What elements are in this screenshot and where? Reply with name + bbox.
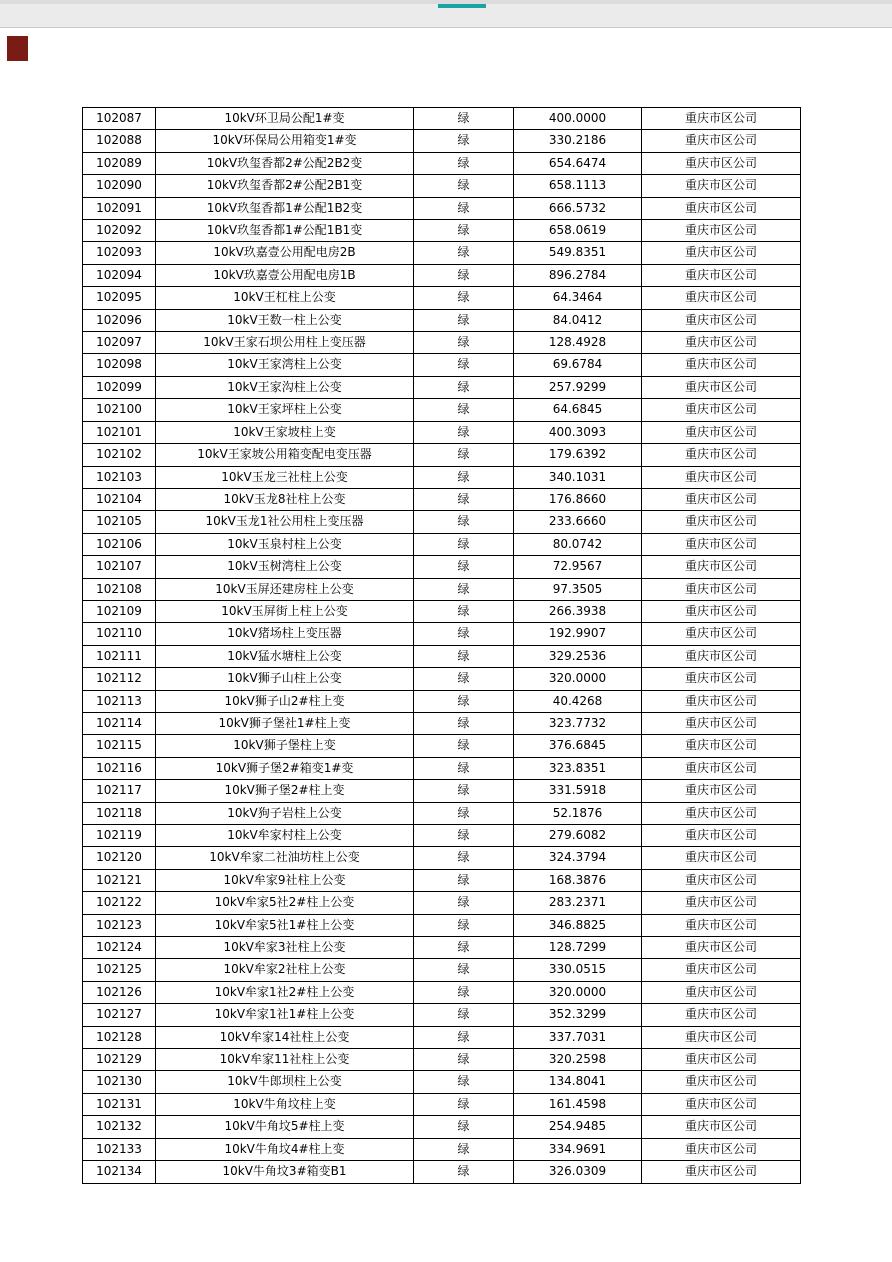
table-row[interactable]	[83, 1161, 801, 1183]
cell-name: 10kV玖嘉壹公用配电房2B	[156, 242, 414, 264]
table-row[interactable]	[83, 354, 801, 376]
cell-company: 重庆市区公司	[642, 959, 801, 981]
cell-name: 10kV牛角坟柱上变	[156, 1093, 414, 1115]
cell-id: 102119	[83, 825, 156, 847]
cell-id: 102099	[83, 376, 156, 398]
cell-id: 102133	[83, 1138, 156, 1160]
cell-value: 254.9485	[514, 1116, 642, 1138]
cell-status: 绿	[414, 354, 514, 376]
table-row[interactable]	[83, 668, 801, 690]
table-body	[83, 108, 801, 1184]
table-row[interactable]	[83, 220, 801, 242]
cell-id: 102092	[83, 220, 156, 242]
top-scroll-area[interactable]	[0, 0, 892, 28]
cell-name: 10kV玖玺香都2#公配2B2变	[156, 152, 414, 174]
cell-name: 10kV狮子堡柱上变	[156, 735, 414, 757]
table-row[interactable]	[83, 847, 801, 869]
cell-company: 重庆市区公司	[642, 1116, 801, 1138]
cell-id: 102132	[83, 1116, 156, 1138]
cell-id: 102117	[83, 780, 156, 802]
cell-company: 重庆市区公司	[642, 645, 801, 667]
cell-status: 绿	[414, 735, 514, 757]
cell-id: 102087	[83, 108, 156, 130]
cell-status: 绿	[414, 690, 514, 712]
cell-id: 102109	[83, 600, 156, 622]
table-row[interactable]	[83, 780, 801, 802]
table-row[interactable]	[83, 1093, 801, 1115]
cell-value: 84.0412	[514, 309, 642, 331]
cell-company: 重庆市区公司	[642, 869, 801, 891]
table-row[interactable]	[83, 578, 801, 600]
cell-value: 279.6082	[514, 825, 642, 847]
cell-status: 绿	[414, 197, 514, 219]
table-row[interactable]	[83, 757, 801, 779]
table-row[interactable]	[83, 399, 801, 421]
cell-status: 绿	[414, 780, 514, 802]
cell-value: 330.2186	[514, 130, 642, 152]
cell-id: 102101	[83, 421, 156, 443]
cell-company: 重庆市区公司	[642, 981, 801, 1003]
table-row[interactable]	[83, 623, 801, 645]
cell-company: 重庆市区公司	[642, 892, 801, 914]
cell-company: 重庆市区公司	[642, 1004, 801, 1026]
cell-name: 10kV玖嘉壹公用配电房1B	[156, 264, 414, 286]
table-row[interactable]	[83, 309, 801, 331]
table-row[interactable]	[83, 556, 801, 578]
cell-status: 绿	[414, 869, 514, 891]
cell-name: 10kV牛角坟3#箱变B1	[156, 1161, 414, 1183]
cell-company: 重庆市区公司	[642, 175, 801, 197]
cell-company: 重庆市区公司	[642, 287, 801, 309]
cell-status: 绿	[414, 1026, 514, 1048]
cell-name: 10kV玉屏还建房柱上公变	[156, 578, 414, 600]
cell-value: 337.7031	[514, 1026, 642, 1048]
cell-value: 320.0000	[514, 668, 642, 690]
table-row[interactable]	[83, 690, 801, 712]
cell-company: 重庆市区公司	[642, 1026, 801, 1048]
cell-value: 168.3876	[514, 869, 642, 891]
table-row[interactable]	[83, 264, 801, 286]
cell-id: 102131	[83, 1093, 156, 1115]
cell-id: 102118	[83, 802, 156, 824]
cell-id: 102111	[83, 645, 156, 667]
cell-company: 重庆市区公司	[642, 444, 801, 466]
cell-status: 绿	[414, 242, 514, 264]
cell-value: 323.7732	[514, 712, 642, 734]
table-row[interactable]	[83, 981, 801, 1003]
cell-id: 102104	[83, 488, 156, 510]
cell-id: 102094	[83, 264, 156, 286]
cell-id: 102098	[83, 354, 156, 376]
cell-value: 329.2536	[514, 645, 642, 667]
cell-name: 10kV玉屏街上柱上公变	[156, 600, 414, 622]
cell-company: 重庆市区公司	[642, 511, 801, 533]
table-row[interactable]	[83, 937, 801, 959]
cell-company: 重庆市区公司	[642, 802, 801, 824]
cell-company: 重庆市区公司	[642, 757, 801, 779]
cell-name: 10kV玉泉村柱上公变	[156, 533, 414, 555]
cell-name: 10kV牟家9社柱上公变	[156, 869, 414, 891]
cell-value: 161.4598	[514, 1093, 642, 1115]
cell-id: 102115	[83, 735, 156, 757]
cell-id: 102113	[83, 690, 156, 712]
table-row[interactable]	[83, 421, 801, 443]
cell-value: 69.6784	[514, 354, 642, 376]
cell-id: 102125	[83, 959, 156, 981]
cell-value: 323.8351	[514, 757, 642, 779]
cell-company: 重庆市区公司	[642, 780, 801, 802]
cell-status: 绿	[414, 937, 514, 959]
cell-value: 320.0000	[514, 981, 642, 1003]
cell-company: 重庆市区公司	[642, 354, 801, 376]
table-row[interactable]	[83, 488, 801, 510]
cell-name: 10kV猪场柱上变压器	[156, 623, 414, 645]
cell-name: 10kV王杠柱上公变	[156, 287, 414, 309]
cell-id: 102123	[83, 914, 156, 936]
cell-company: 重庆市区公司	[642, 1138, 801, 1160]
cell-status: 绿	[414, 376, 514, 398]
cell-id: 102096	[83, 309, 156, 331]
cell-id: 102112	[83, 668, 156, 690]
cell-id: 102088	[83, 130, 156, 152]
cell-name: 10kV玉树湾柱上公变	[156, 556, 414, 578]
cell-name: 10kV王数一柱上公变	[156, 309, 414, 331]
table-row[interactable]	[83, 444, 801, 466]
cell-id: 102093	[83, 242, 156, 264]
cell-status: 绿	[414, 623, 514, 645]
cell-value: 257.9299	[514, 376, 642, 398]
cell-id: 102120	[83, 847, 156, 869]
cell-id: 102130	[83, 1071, 156, 1093]
cell-status: 绿	[414, 152, 514, 174]
cell-status: 绿	[414, 1049, 514, 1071]
cell-value: 340.1031	[514, 466, 642, 488]
cell-status: 绿	[414, 399, 514, 421]
cell-value: 192.9907	[514, 623, 642, 645]
cell-id: 102127	[83, 1004, 156, 1026]
cell-status: 绿	[414, 444, 514, 466]
cell-name: 10kV牛郎坝柱上公变	[156, 1071, 414, 1093]
cell-id: 102107	[83, 556, 156, 578]
cell-status: 绿	[414, 264, 514, 286]
cell-status: 绿	[414, 1138, 514, 1160]
cell-value: 128.7299	[514, 937, 642, 959]
cell-id: 102128	[83, 1026, 156, 1048]
cell-company: 重庆市区公司	[642, 847, 801, 869]
cell-status: 绿	[414, 600, 514, 622]
cell-name: 10kV玖玺香都2#公配2B1变	[156, 175, 414, 197]
table-row[interactable]	[83, 1004, 801, 1026]
cell-status: 绿	[414, 421, 514, 443]
cell-company: 重庆市区公司	[642, 264, 801, 286]
cell-id: 102108	[83, 578, 156, 600]
cell-status: 绿	[414, 802, 514, 824]
table-row[interactable]	[83, 802, 801, 824]
table-row[interactable]	[83, 130, 801, 152]
table-row[interactable]	[83, 869, 801, 891]
cell-status: 绿	[414, 847, 514, 869]
cell-company: 重庆市区公司	[642, 488, 801, 510]
cell-status: 绿	[414, 332, 514, 354]
table-row[interactable]	[83, 511, 801, 533]
cell-company: 重庆市区公司	[642, 600, 801, 622]
cell-value: 64.6845	[514, 399, 642, 421]
cell-value: 658.0619	[514, 220, 642, 242]
scrollbar-thumb[interactable]	[438, 4, 486, 8]
cell-company: 重庆市区公司	[642, 1093, 801, 1115]
cell-company: 重庆市区公司	[642, 668, 801, 690]
cell-value: 320.2598	[514, 1049, 642, 1071]
cell-value: 179.6392	[514, 444, 642, 466]
cell-status: 绿	[414, 1093, 514, 1115]
cell-status: 绿	[414, 511, 514, 533]
cell-company: 重庆市区公司	[642, 937, 801, 959]
cell-name: 10kV王家坪柱上公变	[156, 399, 414, 421]
table-row[interactable]	[83, 332, 801, 354]
cell-name: 10kV狮子山2#柱上变	[156, 690, 414, 712]
cell-company: 重庆市区公司	[642, 130, 801, 152]
table-row[interactable]	[83, 376, 801, 398]
cell-value: 72.9567	[514, 556, 642, 578]
cell-id: 102089	[83, 152, 156, 174]
table-row[interactable]	[83, 1116, 801, 1138]
cell-company: 重庆市区公司	[642, 533, 801, 555]
cell-status: 绿	[414, 757, 514, 779]
cell-name: 10kV牟家14社柱上公变	[156, 1026, 414, 1048]
cell-company: 重庆市区公司	[642, 466, 801, 488]
table-row[interactable]	[83, 152, 801, 174]
cell-company: 重庆市区公司	[642, 735, 801, 757]
cell-company: 重庆市区公司	[642, 242, 801, 264]
cell-id: 102090	[83, 175, 156, 197]
cell-company: 重庆市区公司	[642, 623, 801, 645]
cell-value: 176.8660	[514, 488, 642, 510]
cell-company: 重庆市区公司	[642, 309, 801, 331]
cell-status: 绿	[414, 309, 514, 331]
cell-name: 10kV牟家1社2#柱上公变	[156, 981, 414, 1003]
cell-company: 重庆市区公司	[642, 399, 801, 421]
table-row[interactable]	[83, 892, 801, 914]
cell-value: 233.6660	[514, 511, 642, 533]
cell-value: 400.0000	[514, 108, 642, 130]
cell-name: 10kV牟家1社1#柱上公变	[156, 1004, 414, 1026]
cell-name: 10kV猛水塘柱上公变	[156, 645, 414, 667]
cell-id: 102122	[83, 892, 156, 914]
cell-value: 97.3505	[514, 578, 642, 600]
cell-status: 绿	[414, 287, 514, 309]
cell-value: 52.1876	[514, 802, 642, 824]
cell-company: 重庆市区公司	[642, 197, 801, 219]
cell-id: 102129	[83, 1049, 156, 1071]
cell-id: 102134	[83, 1161, 156, 1183]
cell-value: 334.9691	[514, 1138, 642, 1160]
cell-status: 绿	[414, 556, 514, 578]
cell-company: 重庆市区公司	[642, 1049, 801, 1071]
cell-name: 10kV狮子山柱上公变	[156, 668, 414, 690]
cell-company: 重庆市区公司	[642, 556, 801, 578]
table-row[interactable]	[83, 533, 801, 555]
cell-value: 40.4268	[514, 690, 642, 712]
table-row[interactable]	[83, 1049, 801, 1071]
cell-status: 绿	[414, 466, 514, 488]
cell-id: 102095	[83, 287, 156, 309]
cell-name: 10kV牟家二社油坊柱上公变	[156, 847, 414, 869]
cell-status: 绿	[414, 578, 514, 600]
cell-id: 102110	[83, 623, 156, 645]
cell-status: 绿	[414, 892, 514, 914]
cell-status: 绿	[414, 959, 514, 981]
cell-id: 102106	[83, 533, 156, 555]
cell-value: 326.0309	[514, 1161, 642, 1183]
cell-id: 102114	[83, 712, 156, 734]
table-row[interactable]	[83, 1138, 801, 1160]
cell-status: 绿	[414, 645, 514, 667]
cell-value: 330.0515	[514, 959, 642, 981]
cell-name: 10kV王家石坝公用柱上变压器	[156, 332, 414, 354]
cell-id: 102116	[83, 757, 156, 779]
cell-company: 重庆市区公司	[642, 825, 801, 847]
cell-status: 绿	[414, 130, 514, 152]
cell-status: 绿	[414, 108, 514, 130]
cell-status: 绿	[414, 175, 514, 197]
cell-id: 102126	[83, 981, 156, 1003]
cell-value: 134.8041	[514, 1071, 642, 1093]
cell-value: 896.2784	[514, 264, 642, 286]
cell-name: 10kV玉龙1社公用柱上变压器	[156, 511, 414, 533]
cell-name: 10kV狗子岩柱上公变	[156, 802, 414, 824]
cell-value: 549.8351	[514, 242, 642, 264]
cell-value: 266.3938	[514, 600, 642, 622]
cell-company: 重庆市区公司	[642, 332, 801, 354]
cell-name: 10kV玉龙8社柱上公变	[156, 488, 414, 510]
table-row[interactable]	[83, 914, 801, 936]
cell-name: 10kV玖玺香都1#公配1B2变	[156, 197, 414, 219]
cell-company: 重庆市区公司	[642, 1161, 801, 1183]
cell-name: 10kV王家坡公用箱变配电变压器	[156, 444, 414, 466]
table-row[interactable]	[83, 175, 801, 197]
cell-status: 绿	[414, 712, 514, 734]
cell-name: 10kV王家坡柱上变	[156, 421, 414, 443]
table-row[interactable]	[83, 712, 801, 734]
cell-status: 绿	[414, 914, 514, 936]
cell-name: 10kV狮子堡2#箱变1#变	[156, 757, 414, 779]
cell-name: 10kV牛角坟4#柱上变	[156, 1138, 414, 1160]
cell-status: 绿	[414, 1116, 514, 1138]
table-row[interactable]	[83, 600, 801, 622]
cell-company: 重庆市区公司	[642, 690, 801, 712]
cell-id: 102103	[83, 466, 156, 488]
table-row[interactable]	[83, 108, 801, 130]
table-row[interactable]	[83, 959, 801, 981]
cell-company: 重庆市区公司	[642, 108, 801, 130]
cell-name: 10kV狮子堡社1#柱上变	[156, 712, 414, 734]
cell-value: 324.3794	[514, 847, 642, 869]
transformer-table	[82, 107, 801, 1184]
table-row[interactable]	[83, 735, 801, 757]
cell-value: 64.3464	[514, 287, 642, 309]
cell-id: 102124	[83, 937, 156, 959]
cell-status: 绿	[414, 981, 514, 1003]
cell-value: 352.3299	[514, 1004, 642, 1026]
cell-value: 346.8825	[514, 914, 642, 936]
cell-value: 80.0742	[514, 533, 642, 555]
cell-status: 绿	[414, 668, 514, 690]
cell-status: 绿	[414, 220, 514, 242]
cell-name: 10kV牟家2社柱上公变	[156, 959, 414, 981]
cell-name: 10kV玉龙三社柱上公变	[156, 466, 414, 488]
cell-status: 绿	[414, 1004, 514, 1026]
red-marker	[7, 36, 28, 61]
table-row[interactable]	[83, 242, 801, 264]
cell-name: 10kV牟家3社柱上公变	[156, 937, 414, 959]
cell-company: 重庆市区公司	[642, 914, 801, 936]
cell-id: 102105	[83, 511, 156, 533]
cell-name: 10kV牟家11社柱上公变	[156, 1049, 414, 1071]
cell-status: 绿	[414, 1071, 514, 1093]
table-row[interactable]	[83, 1026, 801, 1048]
cell-name: 10kV环卫局公配1#变	[156, 108, 414, 130]
table-row[interactable]	[83, 287, 801, 309]
cell-value: 331.5918	[514, 780, 642, 802]
cell-name: 10kV狮子堡2#柱上变	[156, 780, 414, 802]
cell-name: 10kV环保局公用箱变1#变	[156, 130, 414, 152]
cell-company: 重庆市区公司	[642, 1071, 801, 1093]
cell-status: 绿	[414, 488, 514, 510]
cell-name: 10kV牟家5社1#柱上公变	[156, 914, 414, 936]
cell-value: 658.1113	[514, 175, 642, 197]
cell-status: 绿	[414, 533, 514, 555]
cell-company: 重庆市区公司	[642, 578, 801, 600]
cell-value: 400.3093	[514, 421, 642, 443]
cell-name: 10kV玖玺香都1#公配1B1变	[156, 220, 414, 242]
cell-value: 128.4928	[514, 332, 642, 354]
cell-company: 重庆市区公司	[642, 421, 801, 443]
cell-value: 376.6845	[514, 735, 642, 757]
cell-value: 666.5732	[514, 197, 642, 219]
cell-status: 绿	[414, 825, 514, 847]
cell-id: 102091	[83, 197, 156, 219]
table-row[interactable]	[83, 1071, 801, 1093]
cell-name: 10kV牟家村柱上公变	[156, 825, 414, 847]
table-row[interactable]	[83, 466, 801, 488]
cell-status: 绿	[414, 1161, 514, 1183]
cell-company: 重庆市区公司	[642, 152, 801, 174]
cell-id: 102097	[83, 332, 156, 354]
cell-id: 102102	[83, 444, 156, 466]
cell-id: 102121	[83, 869, 156, 891]
cell-company: 重庆市区公司	[642, 376, 801, 398]
cell-name: 10kV牟家5社2#柱上公变	[156, 892, 414, 914]
table-row[interactable]	[83, 825, 801, 847]
cell-company: 重庆市区公司	[642, 712, 801, 734]
cell-name: 10kV牛角坟5#柱上变	[156, 1116, 414, 1138]
cell-id: 102100	[83, 399, 156, 421]
cell-name: 10kV王家湾柱上公变	[156, 354, 414, 376]
cell-name: 10kV王家沟柱上公变	[156, 376, 414, 398]
cell-value: 283.2371	[514, 892, 642, 914]
cell-company: 重庆市区公司	[642, 220, 801, 242]
table-row[interactable]	[83, 197, 801, 219]
table-row[interactable]	[83, 645, 801, 667]
cell-value: 654.6474	[514, 152, 642, 174]
